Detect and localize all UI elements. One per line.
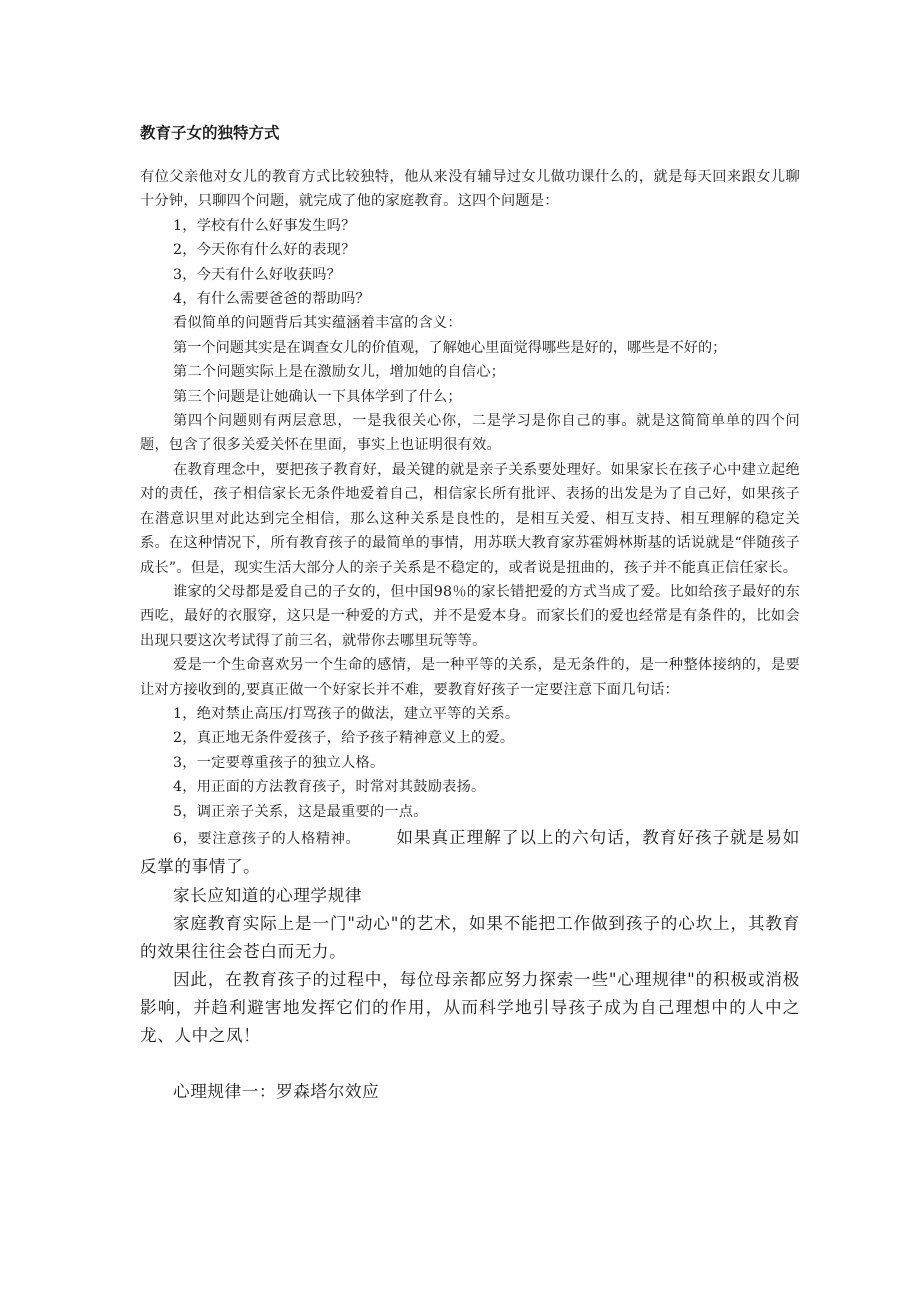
question-item: 3，今天有什么好收获吗？ [173,266,342,283]
rule-item: 3，一定要尊重孩子的独立人格。 [173,754,385,771]
rule-six-paragraph [140,824,800,882]
meaning-item: 第四个问题则有两层意思，一是我很关心你，二是学习是你自己的事。就是这简简单单的四个问题，包含了很多关爱关怀在里面，事实上也证明很有效。 [140,413,800,454]
question-item: 1，学校有什么好事发生吗？ [173,217,356,234]
question-item: 4，有什么需要爸爸的帮助吗？ [173,291,370,308]
psychology-paragraph: 家庭教育实际上是一门"动心"的艺术，如果不能把工作做到孩子的心坎上，其教育的效果往往会苍白而无力。 [140,913,800,961]
spacer [140,1050,800,1078]
meaning-item: 第二个问题实际上是在激励女儿，增加她的自信心； [173,364,506,381]
psychology-heading: 家长应知道的心理学规律 [173,885,363,905]
love-paragraph: 爱是一个生命喜欢另一个生命的感情，是一种平等的关系，是无条件的，是一种整体接纳的，是要让对方接收到的,要真正做一个好家长并不难，要教育好孩子一定要注意下面几句话： [140,657,800,698]
rule-item: 5，调正亲子关系，这是最重要的一点。 [173,803,428,820]
rule-item: 4，用正面的方法教育孩子，时常对其鼓励表扬。 [173,779,486,796]
intro-paragraph: 有位父亲他对女儿的教育方式比较独特，他从来没有辅导过女儿做功课什么的，就是每天回来跟女儿聊十分钟，只聊四个问题，就完成了他的家庭教育。这四个问题是： [140,169,800,210]
rule-item: 1，绝对禁止高压/打骂孩子的做法，建立平等的关系。 [173,705,520,722]
document-page [140,120,800,1106]
rule-six-conclusion: 如果真正理解了以上的六句话，教育好孩子就是易如反掌的事情了。 [140,827,800,876]
meaning-item: 第一个问题其实是在调查女儿的价值观，了解她心里面觉得哪些是好的，哪些是不好的； [173,339,727,356]
law-heading: 心理规律一：罗森塔尔效应 [173,1081,380,1101]
question-item: 2，今天你有什么好的表现？ [173,242,356,259]
rule-item: 6，要注意孩子的人格精神。 [173,830,361,847]
psychology-paragraph: 因此，在教育孩子的过程中，每位母亲都应努力探索一些"心理规律"的积极或消极影响，并趋利避害地发挥它们的作用，从而科学地引导孩子成为自己理想中的人中之龙、人中之凤！ [140,969,800,1045]
concept-paragraph: 在教育理念中，要把孩子教育好，最关键的就是亲子关系要处理好。如果家长在孩子心中建立起绝对的责任，孩子相信家长无条件地爱着自己，相信家长所有批评、表扬的出发是为了自己好，如果孩子在潜意识里对此达到完全相信，那么这种关系是良性的，是相互关爱、相互支持、相互理解的稳定关系。在这种情况下，所有教育孩子的最简单的事情，用苏联大教育家苏霍姆林斯基的话说就是“伴随孩子成长”。但是，现实生活大部分人的亲子关系是不稳定的，或者说是扭曲的，孩子并不能真正信任家长。 [140,461,800,576]
meaning-item: 第三个问题是让她确认一下具体学到了什么； [173,388,462,405]
rule-item: 2，真正地无条件爱孩子，给予孩子精神意义上的爱。 [173,730,515,747]
meaning-intro: 看似简单的问题背后其实蕴涵着丰富的含义： [173,315,462,332]
document-title: 教育子女的独特方式 [140,124,280,142]
parents-paragraph: 谁家的父母都是爱自己的子女的，但中国98％的家长错把爱的方式当成了爱。比如给孩子最好的东西吃，最好的衣服穿，这只是一种爱的方式，并不是爱本身。而家长们的爱也经常是有条件的，比如会出现只要这次考试得了前三名，就带你去哪里玩等等。 [140,583,800,649]
